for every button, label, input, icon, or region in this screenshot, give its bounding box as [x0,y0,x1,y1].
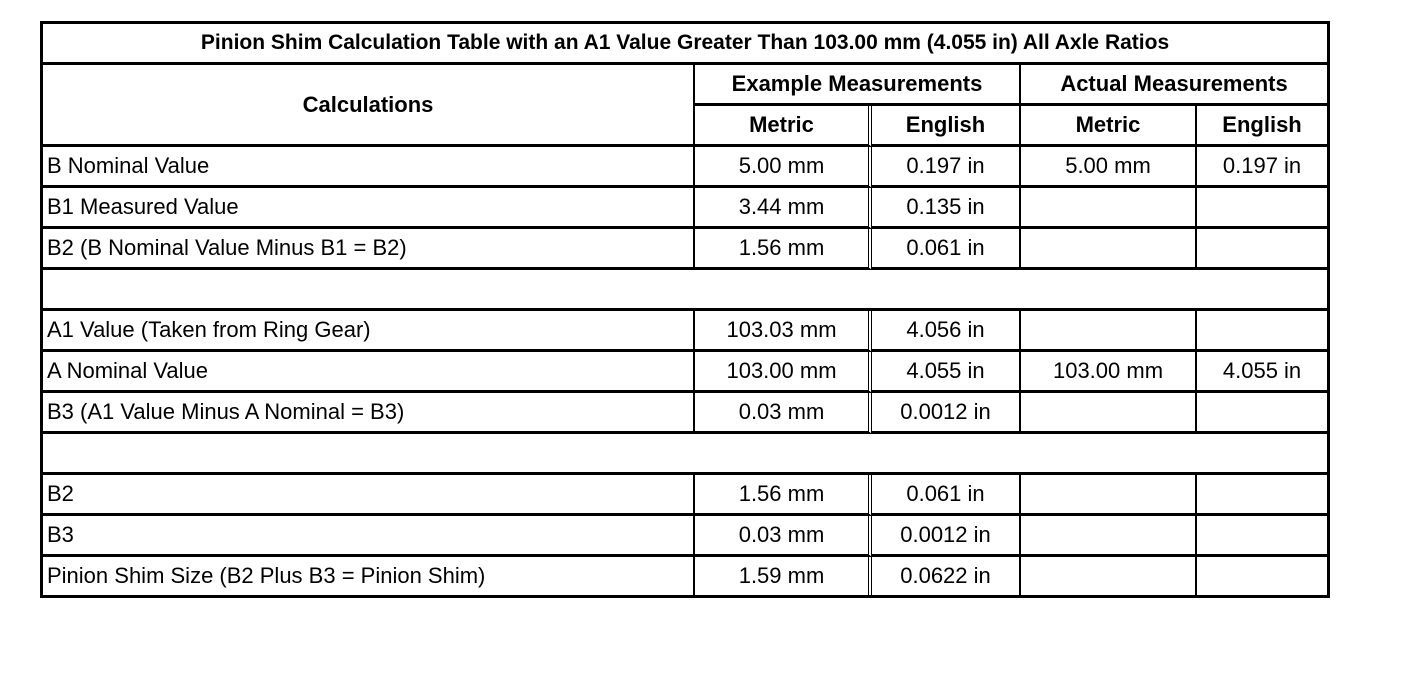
table-row [43,352,1327,393]
example-english-header: English [872,106,1021,147]
example-english-cell: 4.055 in [872,352,1021,393]
spacer-row [43,270,1327,311]
calculations-header: Calculations [43,65,695,147]
table-row [43,188,1327,229]
example-metric-cell: 103.00 mm [695,352,872,393]
actual-metric-cell: 5.00 mm [1021,147,1197,188]
pinion-shim-table-container [40,21,1330,598]
example-metric-cell: 3.44 mm [695,188,872,229]
row-label: B3 (A1 Value Minus A Nominal = B3) [43,393,695,434]
actual-english-header: English [1197,106,1327,147]
row-label: A1 Value (Taken from Ring Gear) [43,311,695,352]
title-row [43,24,1327,65]
actual-english-cell: 4.055 in [1197,352,1327,393]
actual-metric-cell [1021,188,1197,229]
example-english-cell: 0.061 in [872,475,1021,516]
actual-english-cell [1197,311,1327,352]
table-row [43,229,1327,270]
example-english-cell: 0.061 in [872,229,1021,270]
row-label: B1 Measured Value [43,188,695,229]
actual-metric-cell [1021,229,1197,270]
actual-english-cell [1197,393,1327,434]
example-english-cell: 0.135 in [872,188,1021,229]
spacer-cell [43,270,1327,311]
table-title: Pinion Shim Calculation Table with an A1 Value Greater Than 103.00 mm (4.055 in) All Axle Ratios [43,24,1327,65]
actual-metric-cell [1021,475,1197,516]
example-metric-header: Metric [695,106,872,147]
example-english-cell: 0.0012 in [872,393,1021,434]
table-row [43,311,1327,352]
spacer-row [43,434,1327,475]
table-row [43,516,1327,557]
actual-english-cell: 0.197 in [1197,147,1327,188]
example-english-cell: 0.0622 in [872,557,1021,595]
example-metric-cell: 0.03 mm [695,393,872,434]
table-row [43,147,1327,188]
actual-english-cell [1197,188,1327,229]
example-metric-cell: 103.03 mm [695,311,872,352]
actual-metric-cell: 103.00 mm [1021,352,1197,393]
table-row [43,557,1327,595]
spacer-cell [43,434,1327,475]
actual-metric-cell [1021,311,1197,352]
row-label: B3 [43,516,695,557]
actual-english-cell [1197,229,1327,270]
row-label: A Nominal Value [43,352,695,393]
actual-english-cell [1197,475,1327,516]
group-header-row [43,65,1327,106]
actual-metric-cell [1021,516,1197,557]
example-metric-cell: 1.56 mm [695,475,872,516]
row-label: Pinion Shim Size (B2 Plus B3 = Pinion Shim) [43,557,695,595]
example-english-cell: 0.0012 in [872,516,1021,557]
pinion-shim-calculation-table [40,21,1330,598]
example-metric-cell: 1.56 mm [695,229,872,270]
table-row [43,475,1327,516]
actual-metric-cell [1021,557,1197,595]
actual-metric-header: Metric [1021,106,1197,147]
row-label: B Nominal Value [43,147,695,188]
example-english-cell: 4.056 in [872,311,1021,352]
actual-english-cell [1197,516,1327,557]
row-label: B2 [43,475,695,516]
table-row [43,393,1327,434]
example-english-cell: 0.197 in [872,147,1021,188]
example-metric-cell: 1.59 mm [695,557,872,595]
actual-english-cell [1197,557,1327,595]
example-measurements-header: Example Measurements [695,65,1021,106]
actual-measurements-header: Actual Measurements [1021,65,1327,106]
row-label: B2 (B Nominal Value Minus B1 = B2) [43,229,695,270]
example-metric-cell: 0.03 mm [695,516,872,557]
example-metric-cell: 5.00 mm [695,147,872,188]
actual-metric-cell [1021,393,1197,434]
